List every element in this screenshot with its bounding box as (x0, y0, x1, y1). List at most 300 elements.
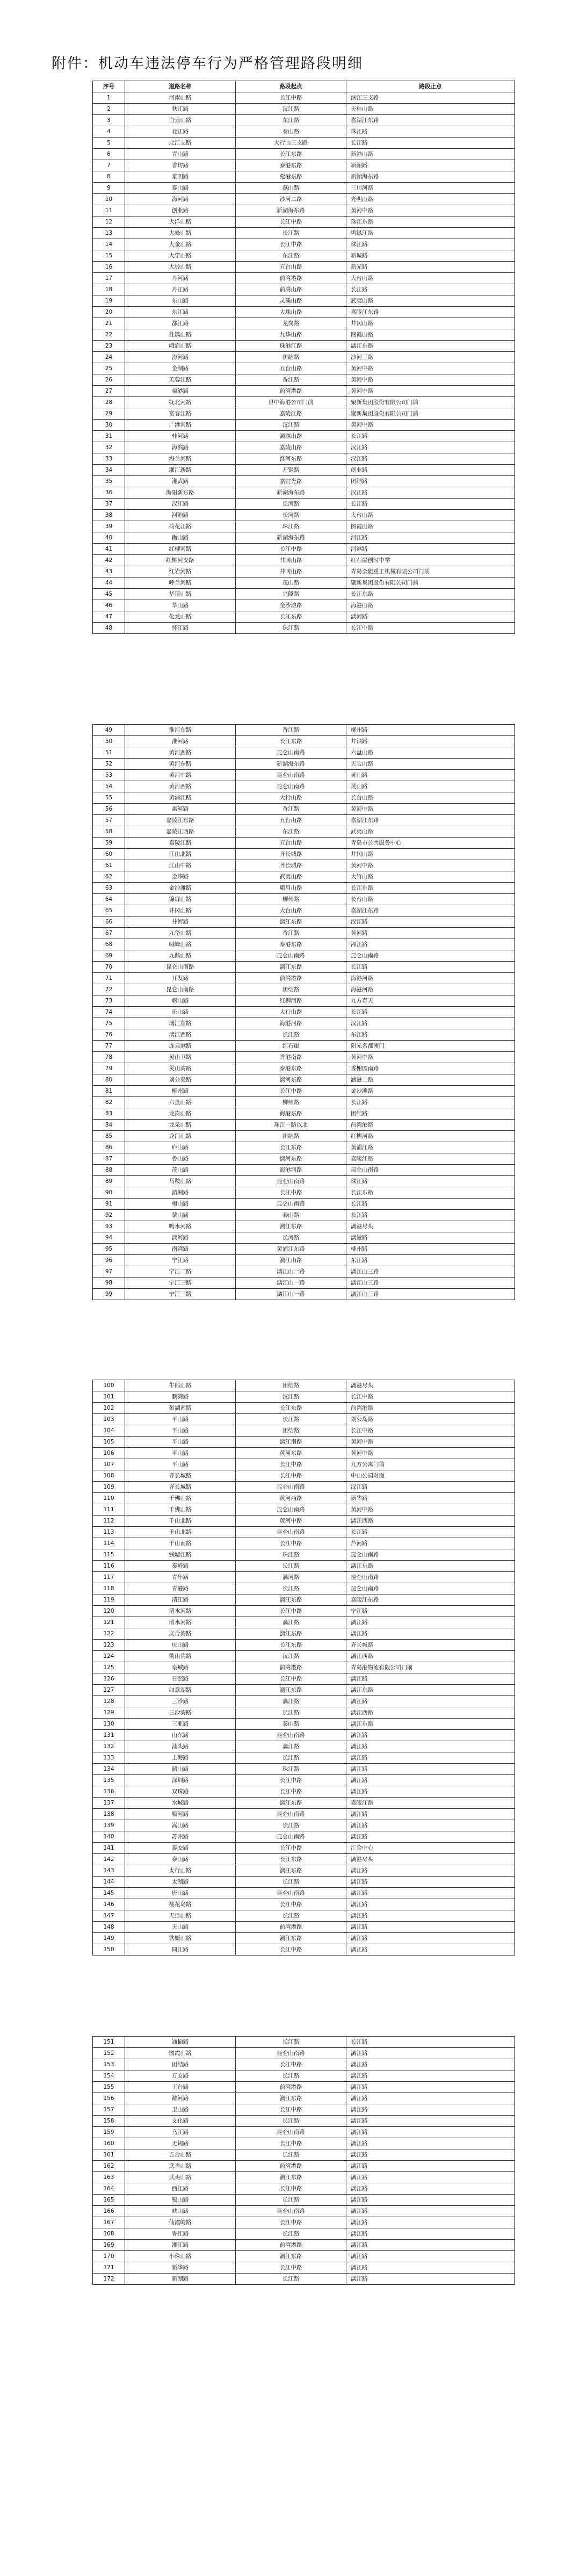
table-row (93, 1074, 515, 1086)
table-cell-no: 6 (93, 149, 125, 160)
table-cell-no: 119 (93, 1594, 125, 1606)
table-cell-no: 117 (93, 1572, 125, 1583)
table-row (93, 1063, 515, 1074)
table-row (93, 1798, 515, 1809)
table-cell-start: 昆仑山南路 (236, 2048, 346, 2059)
table-cell-end: 长江路 (346, 2037, 515, 2048)
table-cell-end: 齐长城路 (346, 1640, 515, 1651)
table-cell-end: 长江中路 (346, 1391, 515, 1403)
table-cell-end: 昆仑山南路 (346, 1583, 515, 1594)
table-cell-start: 长江东路 (236, 149, 346, 160)
table-cell-name: 海阳新东路 (125, 487, 236, 499)
table-cell-no: 2 (93, 104, 125, 115)
table-cell-end: 灵山路 (346, 781, 515, 792)
table-cell-name: 湘江新路 (125, 465, 236, 476)
table-cell-start: 团结路 (236, 352, 346, 363)
table-cell-no: 133 (93, 1752, 125, 1764)
table-cell-start: 团结路 (236, 1131, 346, 1142)
table-cell-no: 39 (93, 521, 125, 532)
table-cell-start: 长江中路 (236, 2183, 346, 2195)
table-cell-start: 汉江路 (236, 1651, 346, 1662)
table-cell-start: 前湾港路 (236, 2082, 346, 2093)
table-cell-no: 45 (93, 589, 125, 600)
table-cell-end: 新港山路 (346, 149, 515, 160)
table-cell-end: 长江东路 (346, 589, 515, 600)
table-cell-end: 嘉陵江东路 (346, 307, 515, 318)
table-cell-end: 光明山路 (346, 194, 515, 205)
table-cell-no: 107 (93, 1459, 125, 1470)
table-cell-name: 铁橛山路 (125, 1933, 236, 1944)
table-row (93, 1108, 515, 1120)
table-cell-no: 143 (93, 1865, 125, 1877)
table-cell-name: 锦屏山路 (125, 894, 236, 905)
table-cell-start: 齐长城路 (236, 849, 346, 860)
table-cell-start: 黄河中路 (236, 1516, 346, 1527)
table-cell-no: 43 (93, 566, 125, 578)
table-cell-name: 怀江路 (125, 623, 236, 634)
table-cell-end: 漓江路 (346, 2251, 515, 2262)
table-cell-start: 九华山路 (236, 329, 346, 341)
table-row (93, 329, 515, 341)
table-cell-name: 千佛山路 (125, 1493, 236, 1504)
table-row (93, 2251, 515, 2262)
table-cell-name: 五台山路 (125, 2149, 236, 2161)
table-cell-start: 大珠山路 (236, 307, 346, 318)
table-cell-end: 漓江路 (346, 1809, 515, 1820)
table-cell-no: 106 (93, 1448, 125, 1459)
table-cell-name: 上海路 (125, 1752, 236, 1764)
table-row (93, 2262, 515, 2274)
table-cell-end: 长江路 (346, 1007, 515, 1018)
table-cell-name: 柳州路 (125, 1086, 236, 1097)
table-row (93, 2240, 515, 2251)
table-cell-start: 前湾港路 (236, 2240, 346, 2251)
table-cell-start: 香江路 (236, 725, 346, 736)
table-row (93, 1572, 515, 1583)
table-cell-end: 长江路 (346, 138, 515, 149)
table-cell-start: 长江路 (236, 1910, 346, 1922)
table-cell-name: 六盘山路 (125, 1097, 236, 1108)
table-cell-no: 66 (93, 917, 125, 928)
table-cell-no: 84 (93, 1120, 125, 1131)
table-row (93, 1685, 515, 1696)
table-cell-start: 长江中路 (236, 2104, 346, 2116)
table-cell-name: 黄河西路 (125, 781, 236, 792)
table-row (93, 860, 515, 871)
table-cell-name: 峨眉山路 (125, 341, 236, 352)
table-cell-no: 110 (93, 1493, 125, 1504)
table-row (93, 521, 515, 532)
table-cell-start: 长江中路 (236, 2059, 346, 2070)
table-cell-no: 86 (93, 1142, 125, 1153)
table-cell-end: 图霞山路 (346, 329, 515, 341)
table-cell-name: 荷花江路 (125, 521, 236, 532)
table-cell-end: 嘉陵江路 (346, 1153, 515, 1165)
table-cell-no: 156 (93, 2093, 125, 2104)
table-cell-name: 三沙路 (125, 1696, 236, 1707)
table-cell-no: 12 (93, 217, 125, 228)
table-cell-no: 167 (93, 2217, 125, 2228)
table-cell-start: 东江路 (236, 826, 346, 838)
table-cell-no: 116 (93, 1561, 125, 1572)
table-cell-name: 齐长城路 (125, 1470, 236, 1482)
table-row (93, 1414, 515, 1425)
table-cell-start: 长江路 (236, 2149, 346, 2161)
table-cell-start: 嘉陵江路 (236, 408, 346, 420)
table-cell-end: 漓江路 (346, 1696, 515, 1707)
table-cell-no: 79 (93, 1063, 125, 1074)
table-cell-no: 18 (93, 284, 125, 295)
table-row (93, 928, 515, 939)
table-row (93, 555, 515, 566)
table-row (93, 1719, 515, 1730)
table-cell-no: 113 (93, 1527, 125, 1538)
table-cell-start: 汉江路 (236, 104, 346, 115)
table-cell-no: 164 (93, 2183, 125, 2195)
table-cell-no: 34 (93, 465, 125, 476)
table-cell-start: 长江中路 (236, 1899, 346, 1910)
table-cell-end: 漓江路 (346, 2059, 515, 2070)
table-cell-no: 24 (93, 352, 125, 363)
table-cell-start: 嘉宜光路 (236, 476, 346, 487)
table-cell-start: 漓河路 (236, 1572, 346, 1583)
table-cell-name: 大洋山路 (125, 217, 236, 228)
table-cell-end: 嘉湖江东路 (346, 905, 515, 917)
table-cell-start: 昆仑山南路 (236, 770, 346, 781)
table-cell-start: 金沙滩路 (236, 600, 346, 611)
table-cell-no: 46 (93, 600, 125, 611)
table-cell-no: 121 (93, 1617, 125, 1628)
table-cell-start: 五台山路 (236, 363, 346, 374)
table-cell-no: 130 (93, 1719, 125, 1730)
table-cell-name: 衢山湾路 (125, 1651, 236, 1662)
table-cell-name: 九鼎山路 (125, 950, 236, 962)
table-cell-name: 庐山路 (125, 1142, 236, 1153)
table-cell-name: 平山路 (125, 1414, 236, 1425)
table-cell-start: 昆仑山南路 (236, 1199, 346, 1210)
table-cell-name: 同江路 (125, 1944, 236, 1956)
table-cell-start: 长江路 (236, 2195, 346, 2206)
table-cell-end: 汉江路 (346, 442, 515, 453)
table-cell-name: 双珠路 (125, 1786, 236, 1798)
table-cell-start: 漓江路 (236, 1741, 346, 1752)
table-cell-end: 漓江西路 (346, 1516, 515, 1527)
table-cell-end: 长江中路 (346, 623, 515, 634)
table-cell-end: 沙河三路 (346, 352, 515, 363)
table-row (93, 2104, 515, 2116)
table-cell-no: 104 (93, 1425, 125, 1437)
table-cell-name: 崂山路 (125, 995, 236, 1007)
table-cell-name: 龙泉山路 (125, 1120, 236, 1131)
table-cell-end: 柳州路 (346, 725, 515, 736)
table-cell-no: 114 (93, 1538, 125, 1549)
table-cell-name: 汕头路 (125, 1741, 236, 1752)
table-cell-name: 仙霞岭路 (125, 2217, 236, 2228)
table-cell-no: 15 (93, 250, 125, 262)
table-cell-no: 75 (93, 1018, 125, 1029)
table-cell-name: 泉城路 (125, 1662, 236, 1673)
table-row (93, 623, 515, 634)
table-cell-no: 54 (93, 781, 125, 792)
table-cell-end: 新潮路 (346, 160, 515, 171)
table-row (93, 1854, 515, 1865)
table-cell-name: 嘉陵江路 (125, 838, 236, 849)
table-cell-start: 沙河二路 (236, 194, 346, 205)
table-cell-end: 漓江路 (346, 2161, 515, 2172)
table-cell-no: 129 (93, 1707, 125, 1719)
table-row (93, 352, 515, 363)
table-cell-name: 西江路 (125, 2183, 236, 2195)
table-row (93, 1493, 515, 1504)
table-cell-end: 漓江山三路 (346, 1289, 515, 1300)
table-cell-start: 珠港江路 (236, 341, 346, 352)
table-cell-start: 漓江东路 (236, 1594, 346, 1606)
table-cell-name: 黄河东路 (125, 759, 236, 770)
table-cell-no: 69 (93, 950, 125, 962)
table-cell-no: 48 (93, 623, 125, 634)
table-row (93, 1673, 515, 1685)
table-cell-no: 147 (93, 1910, 125, 1922)
table-cell-end: 九方春天 (346, 995, 515, 1007)
table-cell-end: 漓江路 (346, 1922, 515, 1933)
table-cell-start: 长江东路 (236, 1854, 346, 1865)
table-cell-end: 井钢路 (346, 736, 515, 747)
table-cell-end: 黄河中路 (346, 205, 515, 217)
table-cell-no: 3 (93, 115, 125, 126)
table-cell-start: 东江路 (236, 250, 346, 262)
table-cell-start: 前湾港路 (236, 1662, 346, 1673)
table-cell-start: 前湾山路 (236, 284, 346, 295)
table-cell-name: 三沙湾路 (125, 1707, 236, 1719)
table-cell-no: 126 (93, 1673, 125, 1685)
table-cell-no: 101 (93, 1391, 125, 1403)
table-cell-start: 长江东路 (236, 1403, 346, 1414)
table-cell-name: 红柳河路 (125, 544, 236, 555)
table-cell-no: 49 (93, 725, 125, 736)
table-cell-name: 杜鹃山路 (125, 329, 236, 341)
table-cell-start: 长江路 (236, 2070, 346, 2082)
table-cell-start: 昆仑山南路 (236, 2127, 346, 2138)
table-row (93, 1640, 515, 1651)
table-cell-start: 长河路 (236, 1232, 346, 1244)
table-cell-name: 广港河路 (125, 420, 236, 431)
table-cell-end: 汉江路 (346, 487, 515, 499)
table-row (93, 1786, 515, 1798)
table-row (93, 1120, 515, 1131)
table-cell-end: 香榭园南路 (346, 1063, 515, 1074)
table-cell-no: 157 (93, 2104, 125, 2116)
table-row (93, 1910, 515, 1922)
table-cell-start: 彪港东路 (236, 171, 346, 183)
table-cell-name: 淮河东路 (125, 725, 236, 736)
table-cell-no: 21 (93, 318, 125, 329)
table-cell-name: 宁江路 (125, 1255, 236, 1266)
table-cell-end: 漓江路 (346, 1933, 515, 1944)
table-cell-name: 南湾路 (125, 1244, 236, 1255)
table-cell-start: 漓江东路 (236, 1685, 346, 1696)
column-header: 路段起点 (236, 81, 346, 92)
table-cell-no: 162 (93, 2161, 125, 2172)
table-cell-end: 珠江路 (346, 1176, 515, 1187)
table-cell-name: 钱塘江路 (125, 1549, 236, 1561)
table-cell-end: 昆仑山南路 (346, 1572, 515, 1583)
table-cell-end: 漓江路 (346, 2104, 515, 2116)
table-row (93, 1244, 515, 1255)
table-cell-end: 漓江路 (346, 1877, 515, 1888)
table-cell-end: 漓江路 (346, 1628, 515, 1640)
table-row (93, 1187, 515, 1199)
table-cell-name: 彭湖南路 (125, 1403, 236, 1414)
table-row (93, 295, 515, 307)
table-cell-end: 长江路 (346, 1210, 515, 1221)
table-cell-end: 汉江路 (346, 1482, 515, 1493)
table-cell-end: 武夷山路 (346, 295, 515, 307)
table-cell-name: 清水河路 (125, 1606, 236, 1617)
table-row (93, 1210, 515, 1221)
table-cell-end: 天宝山路 (346, 759, 515, 770)
table-row (93, 838, 515, 849)
table-cell-name: 淮河路 (125, 736, 236, 747)
table-cell-no: 5 (93, 138, 125, 149)
table-row (93, 442, 515, 453)
table-cell-no: 22 (93, 329, 125, 341)
table-cell-end: 漓江路 (346, 2228, 515, 2240)
table-cell-name: 黄浦江路 (125, 792, 236, 804)
table-cell-name: 深圳路 (125, 1775, 236, 1786)
table-row (93, 1764, 515, 1775)
table-row (93, 487, 515, 499)
table-row (93, 849, 515, 860)
table-cell-name: 王台路 (125, 2082, 236, 2093)
table-cell-name: 图霞山路 (125, 2048, 236, 2059)
table-cell-end: 黄河中路 (346, 363, 515, 374)
table-row (93, 1944, 515, 1956)
table-cell-start: 漓江南路 (236, 1437, 346, 1448)
table-cell-name: 通榆路 (125, 2037, 236, 2048)
table-cell-no: 158 (93, 2116, 125, 2127)
table-cell-no: 81 (93, 1086, 125, 1097)
table-cell-no: 155 (93, 2082, 125, 2093)
table-cell-end: 昆仑山南路 (346, 1165, 515, 1176)
table-cell-no: 118 (93, 1583, 125, 1594)
table-row (93, 262, 515, 273)
table-cell-end: 三川河路 (346, 183, 515, 194)
table-cell-end: 长江路 (346, 1097, 515, 1108)
table-cell-start: 珠江路 (236, 1764, 346, 1775)
table-cell-name: 千山北路 (125, 1527, 236, 1538)
table-cell-name: 汉江路 (125, 499, 236, 510)
table-cell-end: 漓江山三路 (346, 1266, 515, 1278)
table-row (93, 600, 515, 611)
table-cell-end: 漓江西路 (346, 1651, 515, 1662)
table-row (93, 431, 515, 442)
table-cell-end: 新城路 (346, 250, 515, 262)
table-cell-start: 燕山路 (236, 183, 346, 194)
table-cell-no: 30 (93, 420, 125, 431)
table-cell-start: 嘉陵山路 (236, 442, 346, 453)
table-cell-start: 昆仑山南路 (236, 1482, 346, 1493)
table-cell-no: 127 (93, 1685, 125, 1696)
table-cell-no: 29 (93, 408, 125, 420)
table-cell-no: 149 (93, 1933, 125, 1944)
table-cell-name: 汾河路 (125, 352, 236, 363)
table-cell-start: 泰山路 (236, 1210, 346, 1221)
table-cell-no: 97 (93, 1266, 125, 1278)
table-cell-start: 长江中路 (236, 544, 346, 555)
table-cell-start: 珠江路 (236, 521, 346, 532)
table-cell-end: 黄河中路 (346, 1448, 515, 1459)
table-cell-start: 漓江东路 (236, 2251, 346, 2262)
table-cell-end: 灵山路 (346, 770, 515, 781)
table-row (93, 2037, 515, 2048)
table-cell-no: 32 (93, 442, 125, 453)
table-cell-name: 平山路 (125, 1448, 236, 1459)
table-cell-start: 峨眉山路 (236, 883, 346, 894)
table-cell-end: 漓江路 (346, 2082, 515, 2093)
table-row (93, 1606, 515, 1617)
table-cell-name: 小珠山路 (125, 2251, 236, 2262)
table-cell-end: 漓江路 (346, 2217, 515, 2228)
table-row (93, 397, 515, 408)
table-cell-end: 长江路 (346, 431, 515, 442)
table-cell-end: 湘江路 (346, 939, 515, 950)
table-cell-no: 53 (93, 770, 125, 781)
table-cell-end: 漓江路 (346, 1741, 515, 1752)
table-cell-no: 169 (93, 2240, 125, 2251)
table-cell-no: 136 (93, 1786, 125, 1798)
table-cell-no: 98 (93, 1278, 125, 1289)
table-cell-end: 漓港路 (346, 1232, 515, 1244)
table-cell-name: 昆仑山南路 (125, 962, 236, 973)
table-cell-no: 23 (93, 341, 125, 352)
table-cell-no: 171 (93, 2262, 125, 2274)
table-row (93, 363, 515, 374)
table-row (93, 2206, 515, 2217)
table-cell-start: 昆仑山南路 (236, 1730, 346, 1741)
table-row (93, 1391, 515, 1403)
table-cell-name: 牛郎山路 (125, 1380, 236, 1391)
table-cell-name: 湘武路 (125, 476, 236, 487)
table-row (93, 318, 515, 329)
table-row (93, 1662, 515, 1673)
table-cell-start: 长江路 (236, 1707, 346, 1719)
table-cell-name: 庆合湾路 (125, 1628, 236, 1640)
table-cell-end: 长江路 (346, 499, 515, 510)
table-row (93, 1843, 515, 1854)
table-row (93, 1448, 515, 1459)
table-cell-no: 42 (93, 555, 125, 566)
table-cell-end: 阳光名都南门 (346, 1041, 515, 1052)
table-row (93, 1221, 515, 1232)
table-cell-end: 新湖海东路 (346, 171, 515, 183)
table-row (93, 1153, 515, 1165)
table-cell-name: 东江路 (125, 307, 236, 318)
table-cell-name: 青年路 (125, 1572, 236, 1583)
table-row (93, 1549, 515, 1561)
table-cell-no: 60 (93, 849, 125, 860)
table-row (93, 1538, 515, 1549)
table-cell-name: 刘公岛路 (125, 1074, 236, 1086)
table-cell-end: 漓江路 (346, 1899, 515, 1910)
table-cell-no: 77 (93, 1041, 125, 1052)
table-cell-name: 红岩河路 (125, 566, 236, 578)
table-cell-start: 漓江东路 (236, 1221, 346, 1232)
table-row (93, 1437, 515, 1448)
table-cell-end: 创业路 (346, 465, 515, 476)
table-cell-no: 159 (93, 2127, 125, 2138)
table-cell-start: 长江路 (236, 2228, 346, 2240)
page-title: 附件：机动车违法停车行为严格管理路段明细 (52, 55, 363, 72)
